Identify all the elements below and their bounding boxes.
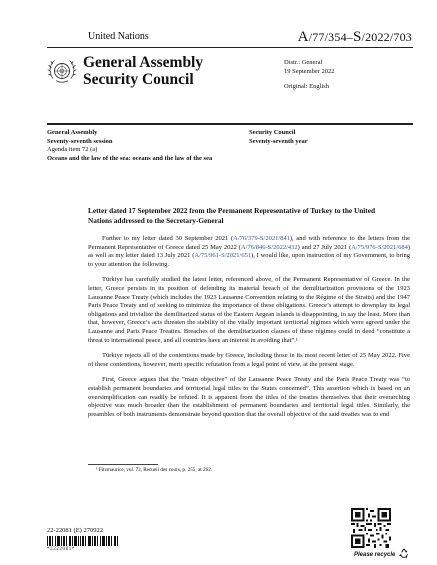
original-language: Original: English — [284, 83, 329, 90]
ga-agenda-topic: Oceans and the law of the sea: oceans and the law of the sea — [47, 154, 213, 162]
sc-year: Seventy-seventh year — [249, 137, 308, 145]
distribution — [284, 59, 335, 76]
p1-text-a: Further to my letter dated 30 September 2021 ( — [102, 235, 234, 242]
barcode-text: *2222081* — [47, 547, 75, 552]
symbol-mid: /77/354– — [308, 30, 353, 44]
header-rule-thick — [47, 123, 413, 125]
letter-body — [88, 235, 410, 426]
un-emblem-icon — [47, 56, 77, 86]
header-rule — [47, 47, 413, 48]
doc-link-4[interactable]: A/75/961-S/2021/651 — [194, 252, 252, 260]
ga-agenda-block — [47, 129, 217, 163]
doc-link-3[interactable]: A/75/976-S/2021/684 — [351, 243, 408, 251]
org-name: United Nations — [88, 31, 149, 42]
paragraph-4: First, Greece argues that the “main objective” of the Lausanne Peace Treaty and the Paris Peace Treaty was “to establish permanent boundaries and territorial legal titles to the States concerned”. This assertion which is based on an oversimplification can readily be refuted. It is apparent from the titles of the treaties themselves that their overarching objective was much broader than the establishment of permanent boundaries and territorial legal titles. Similarly, the preambles of both instruments demonstrate beyond question that the overall objective of the said treaties was to end — [88, 376, 410, 418]
distr-label: Distr.: General — [284, 59, 323, 66]
ga-session: Seventy-seventh session — [47, 137, 113, 145]
p1-text-d: ) as well as my letter dated 13 July 2021 ( — [88, 243, 410, 260]
p1-text-e: ), I would like, upon instruction of my Government, to bring to your attention the following. — [88, 252, 410, 268]
paragraph-2: Türkiye has carefully studied the latest letter, referenced above, of the Permanent Representative of Greece. In the letter, Greece persists in its position of defending its material breach of the demilitarization provisions of the 1923 Lausanne Peace Treaty (which includes the 1923 Lausanne Convention relating to the Régime of the Straits) and the 1947 Paris Peace Treaty and of seeking to minimize the importance of these obligations. Greece’s attempt to downplay its legal obligations and trivialize the demilitarized status of the Eastern Aegean islands is disappointing, to say the least. More than that, however, Greece’s acts threaten the stability of the vitally important territorial régimes which were agreed under the Lausanne and Paris Peace Treaties. Breaches of the demilitarization clauses of these régimes could in deed “constitute a threat to international peace, and all countries have an interest in avoiding that”.¹ — [88, 276, 410, 344]
document-number: 22-22081 (E) 270922 — [47, 527, 103, 534]
doc-link-2[interactable]: A/76/846-S/2022/432 — [240, 243, 298, 251]
p1-text-c: ) and 27 July 2021 ( — [297, 243, 352, 251]
paragraph-1 — [88, 235, 410, 269]
paragraph-3: Türkiye rejects all of the contentions made by Greece, including those in its most recent letter of 25 May 2022. Five of these contentions, however, merit specific refutation from a legal point of view, at the present stage. — [88, 352, 410, 368]
ga-label: General Assembly — [47, 129, 98, 136]
document-symbol — [298, 29, 412, 46]
symbol-s: S — [352, 29, 362, 45]
doc-link-1[interactable]: A/76/379-S/2021/841 — [233, 235, 290, 242]
sc-label: Security Council — [249, 129, 296, 136]
organ-title-ga: General Assembly — [83, 54, 204, 71]
footnote: ¹ Fitzmaurice, vol. 73, Recueil des cours, p. 255, at 262. — [96, 467, 213, 473]
letter-title: Letter dated 17 September 2022 from the Permanent Representative of Turkey to the United Nations addressed to the Secretary-General — [88, 206, 376, 225]
symbol-a: A — [297, 29, 309, 45]
recycle-icon — [398, 547, 410, 559]
ga-agenda-item: Agenda item 72 (a) — [47, 146, 98, 153]
symbol-end: /2022/703 — [361, 30, 412, 44]
organ-title-sc: Security Council — [83, 71, 194, 88]
qr-code-icon — [351, 508, 391, 548]
recycle-label: Please recycle — [354, 552, 396, 558]
issue-date: 19 September 2022 — [284, 67, 335, 75]
sc-block — [249, 129, 409, 146]
p1-text-b: ), and with reference to the letters from the Permanent Representative of Greece dated 25 May 2022 ( — [88, 235, 411, 251]
footnote-rule — [88, 464, 158, 465]
barcode-icon — [47, 536, 119, 546]
